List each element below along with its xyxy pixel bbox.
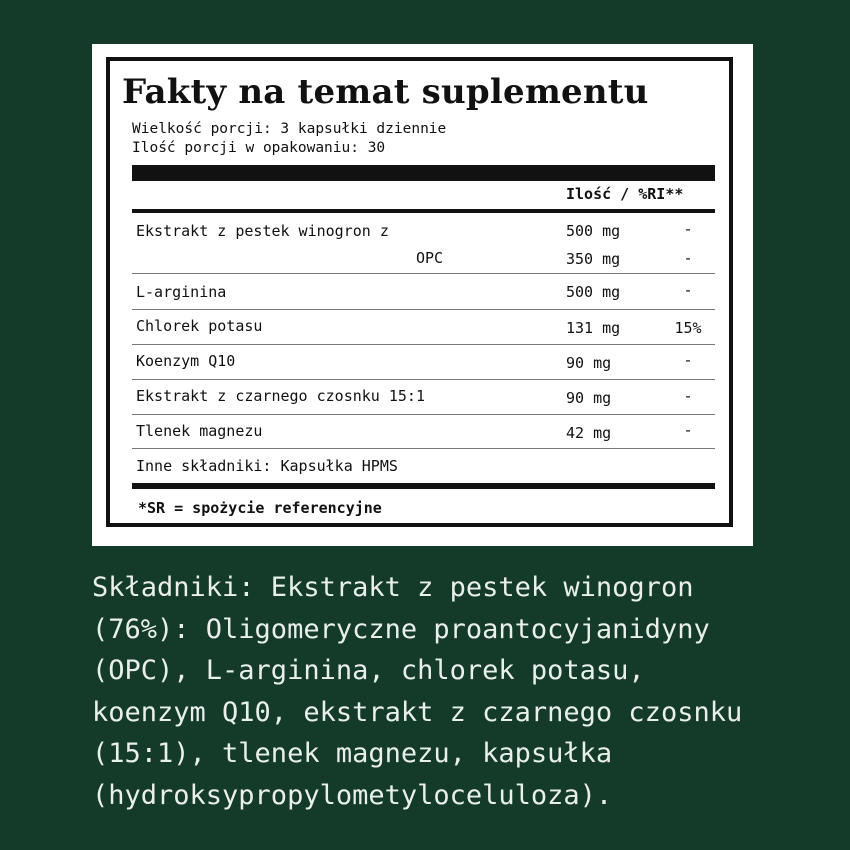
row-divider xyxy=(132,309,715,310)
supplement-facts-label xyxy=(92,44,753,546)
row-name-opc: OPC xyxy=(416,249,444,267)
column-header: Ilość / %RI** xyxy=(566,185,684,203)
row-divider xyxy=(132,448,715,449)
ingredients-line: koenzym Q10, ekstrakt z czarnego czosnku xyxy=(92,696,743,728)
row-name-magnesium-oxide: Tlenek magnezu xyxy=(136,422,263,440)
serving-size: Wielkość porcji: 3 kapsułki dziennie xyxy=(132,121,447,137)
row-ri-potassium-chloride: 15% xyxy=(674,319,702,337)
ingredients-line: (OPC), L-arginina, chlorek potasu, xyxy=(92,655,645,686)
header-divider xyxy=(132,209,715,213)
row-name-black-garlic: Ekstrakt z czarnego czosnku 15:1 xyxy=(136,387,425,405)
row-divider xyxy=(132,273,715,274)
row-ri-opc: - xyxy=(683,249,693,267)
ingredients-line: Składniki: Ekstrakt z pestek winogron xyxy=(92,572,694,603)
row-divider xyxy=(132,414,715,415)
row-divider xyxy=(132,344,715,345)
servings-per-container: Ilość porcji w opakowaniu: 30 xyxy=(132,140,386,156)
row-ri-magnesium-oxide: - xyxy=(683,421,693,439)
ingredients-line: (76%): Oligomeryczne proantocyjanidyny xyxy=(92,613,710,645)
row-ri-coq10: - xyxy=(683,351,693,369)
row-name-potassium-chloride: Chlorek potasu xyxy=(136,317,263,335)
row-ri-black-garlic: - xyxy=(683,387,693,405)
label-title: Fakty na temat suplementu xyxy=(122,72,649,112)
row-amount-opc: 350 mg xyxy=(566,250,621,268)
row-ri-l-arginine: - xyxy=(683,281,693,299)
row-amount-grape-seed: 500 mg xyxy=(566,222,621,240)
row-amount-magnesium-oxide: 42 mg xyxy=(566,424,612,442)
row-amount-potassium-chloride: 131 mg xyxy=(566,319,621,337)
row-amount-l-arginine: 500 mg xyxy=(566,283,621,301)
row-name-grape-seed: Ekstrakt z pestek winogron z xyxy=(136,222,389,240)
ingredients-line: (15:1), tlenek magnezu, kapsułka xyxy=(92,738,613,769)
thick-divider-top xyxy=(132,165,715,181)
footnote: *SR = spożycie referencyjne xyxy=(138,499,382,517)
row-name-l-arginine: L-arginina xyxy=(136,283,227,301)
row-ri-grape-seed: - xyxy=(683,220,693,238)
thick-divider-bottom xyxy=(132,483,715,489)
row-name-coq10: Koenzym Q10 xyxy=(136,352,236,370)
other-ingredients: Inne składniki: Kapsułka HPMS xyxy=(136,457,398,475)
ingredients-line: (hydroksypropylometyloceluloza). xyxy=(92,779,613,811)
row-amount-black-garlic: 90 mg xyxy=(566,389,612,407)
ingredients-paragraph xyxy=(92,567,832,816)
row-divider xyxy=(132,379,715,380)
row-amount-coq10: 90 mg xyxy=(566,354,612,372)
